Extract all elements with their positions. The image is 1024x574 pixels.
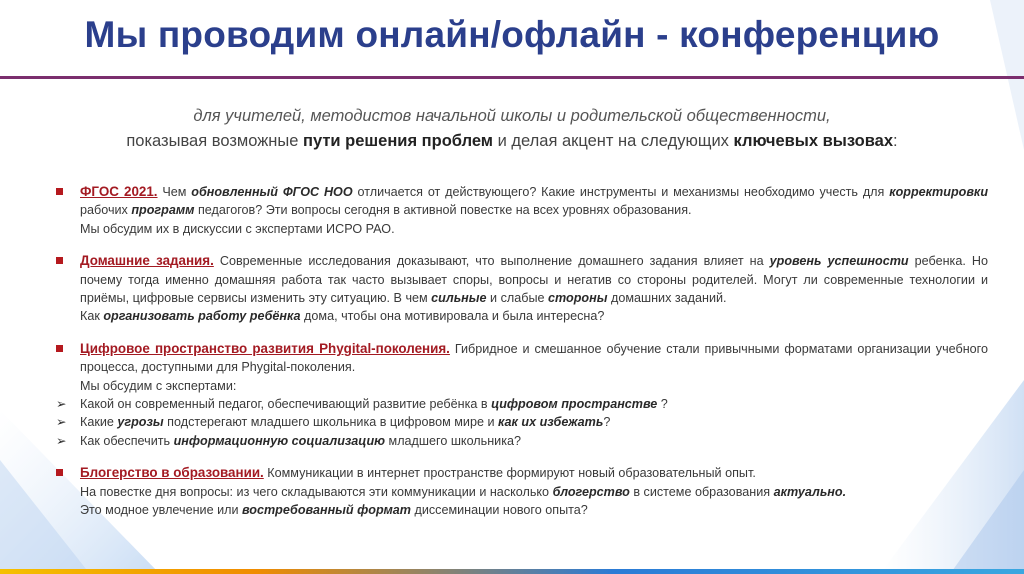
arrow-bullet-icon: ➢ <box>56 433 67 448</box>
emphasis: корректировки <box>889 185 989 199</box>
text: Как обеспечить <box>80 433 174 448</box>
text: Чем <box>157 185 192 199</box>
subtitle-text: : <box>893 132 898 150</box>
emphasis: обновленный ФГОС НОО <box>191 185 353 199</box>
section-digital-space <box>56 340 988 377</box>
emphasis: уровень успешности <box>769 254 909 269</box>
emphasis: информационную социализацию <box>173 433 386 448</box>
emphasis: как их избежать <box>497 415 604 430</box>
section-note <box>56 483 988 501</box>
emphasis: сильные <box>431 291 487 306</box>
section-note <box>56 307 988 325</box>
emphasis: актуально. <box>773 484 847 499</box>
section-note: Мы обсудим их в дискуссии с экспертами ИСРО РАО. <box>80 221 395 236</box>
emphasis: стороны <box>548 291 608 306</box>
emphasis: программ <box>131 203 195 218</box>
emphasis: востребованный формат <box>241 503 411 518</box>
bottom-color-bar <box>0 569 1024 574</box>
title-divider <box>0 76 1024 79</box>
text: подстерегают младшего школьника в цифровом мире и <box>163 415 498 430</box>
emphasis: организовать работу ребёнка <box>103 309 301 324</box>
section-heading: Цифровое пространство развития Phygital-поколения. <box>80 340 450 356</box>
text: педагогов? Эти вопросы сегодня в активной повестке на всех уровнях образования. <box>194 203 692 218</box>
text: домашних заданий. <box>607 291 727 306</box>
subtitle-text: и делая акцент на следующих <box>493 132 734 150</box>
text: диссеминации нового опыта? <box>411 503 588 518</box>
emphasis: угрозы <box>117 415 164 430</box>
text: отличается от действующего? Какие инструменты и механизмы необходимо учесть для <box>352 185 890 199</box>
section-heading: Блогерство в образовании. <box>80 465 264 481</box>
text: ? <box>657 397 668 412</box>
text: На повестке дня вопросы: из чего складываются эти коммуникации и насколько <box>80 484 553 499</box>
text: рабочих <box>80 203 132 218</box>
checklist-item <box>56 432 988 450</box>
section-fgos <box>56 183 988 220</box>
subtitle-line-1: для учителей, методистов начальной школы и родительской общественности, <box>193 107 831 125</box>
text: Какие <box>80 415 118 430</box>
square-bullet-icon <box>56 345 63 352</box>
text: ребенка. Но почему тогда именно домашняя работа так часто вызывает споры, вопросы и негатив со стороны родителей. Могут ли современные технологии и приёмы, цифровые сервисы изменить эту ситуацию. В чем <box>80 254 988 306</box>
subtitle-text: показывая возможные <box>126 132 303 150</box>
text: дома, чтобы она мотивировала и была интересна? <box>300 309 605 324</box>
square-bullet-icon <box>56 469 63 476</box>
section-blogging <box>56 464 988 482</box>
section-heading: Домашние задания. <box>80 253 214 269</box>
text: Как <box>80 309 104 324</box>
content-list <box>56 183 988 520</box>
section-heading: ФГОС 2021. <box>80 184 158 199</box>
square-bullet-icon <box>56 188 63 195</box>
text: и слабые <box>486 291 548 306</box>
arrow-bullet-icon: ➢ <box>56 397 67 412</box>
text: Какой он современный педагог, обеспечивающий развитие ребёнка в <box>80 397 492 412</box>
text: в системе образования <box>629 484 774 499</box>
emphasis: блогерство <box>552 484 630 499</box>
checklist-item <box>56 395 988 413</box>
subtitle <box>0 104 1024 154</box>
text: Коммуникации в интернет пространстве формируют новый образовательный опыт. <box>263 466 756 481</box>
text: Современные исследования доказывают, что выполнение домашнего задания влияет на <box>213 254 770 269</box>
subtitle-bold: пути решения проблем <box>303 132 493 150</box>
text: ? <box>603 415 611 430</box>
text: Гибридное и смешанное обучение стали привычными форматами организации учебного процесса, доступными для Phygital-поколения. <box>80 341 988 375</box>
checklist-item <box>56 413 988 431</box>
section-homework <box>56 252 988 307</box>
subtitle-bold: ключевых вызовах <box>733 132 894 150</box>
emphasis: цифровом пространстве <box>491 397 658 412</box>
subtitle-line-2 <box>0 129 1024 154</box>
text: младшего школьника? <box>385 433 521 448</box>
arrow-bullet-icon: ➢ <box>56 415 67 430</box>
section-note: Мы обсудим с экспертами: <box>80 378 237 393</box>
square-bullet-icon <box>56 257 63 264</box>
page-title: Мы проводим онлайн/офлайн - конференцию <box>84 14 940 55</box>
section-note <box>56 501 988 519</box>
text: Это модное увлечение или <box>80 503 242 518</box>
